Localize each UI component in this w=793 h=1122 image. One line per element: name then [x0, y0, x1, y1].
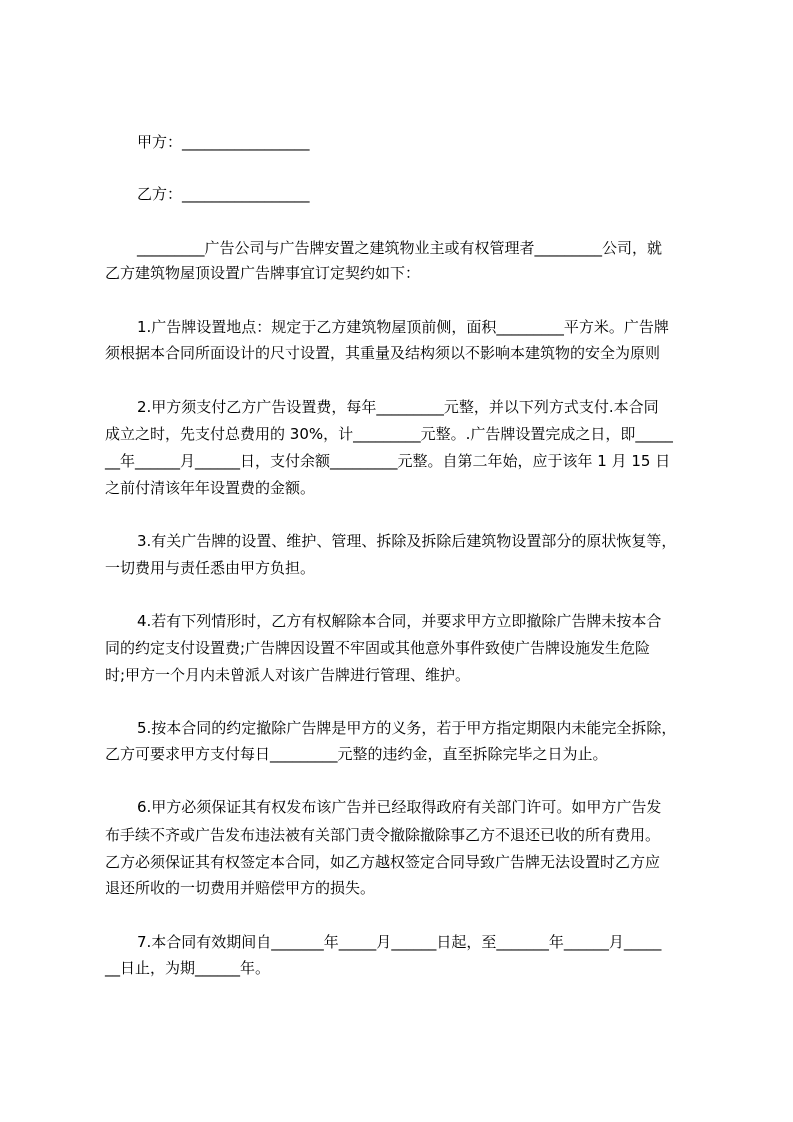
clause-4-line-1: 4.若有下列情形时，乙方有权解除本合同，并要求甲方立即撤除广告牌未按本合: [137, 612, 662, 630]
clause-4-line-3: 时;甲方一个月内未曾派人对该广告牌进行管理、维护。: [105, 666, 471, 684]
clause-2-line-2: 成立之时，先支付总费用的 30%，计_________元整。.广告牌设置完成之日，即_____: [105, 425, 673, 443]
party-a-line: 甲方：_________________: [137, 133, 310, 151]
clause-6-line-4: 退还所收的一切费用并赔偿甲方的损失。: [105, 879, 376, 897]
clause-7-line-1: 7.本合同有效期间自_______年_____月______日起，至_______年______月_____: [137, 933, 662, 951]
clause-6-line-1: 6.甲方必须保证其有权发布该广告并已经取得政府有关部门许可。如甲方广告发: [137, 798, 662, 816]
intro-line-2: 乙方建筑物屋顶设置广告牌事宜订定契约如下：: [105, 264, 421, 282]
clause-3-line-1: 3.有关广告牌的设置、维护、管理、拆除及拆除后建筑物设置部分的原状恢复等，: [137, 532, 677, 550]
intro-line-1: _________广告公司与广告牌安置之建筑物业主或有权管理者_________公司，就: [137, 239, 663, 257]
clause-7-line-2: __日止，为期______年。: [105, 959, 271, 977]
clause-2-line-3: __年______月______日，支付余额_________元整。自第二年始，应于该年 1 月 15 日: [105, 452, 671, 470]
clause-2-line-1: 2.甲方须支付乙方广告设置费，每年_________元整，并以下列方式支付.本合同: [137, 398, 659, 416]
party-b-line: 乙方：_________________: [137, 185, 310, 203]
clause-4-line-2: 同的约定支付设置费;广告牌因设置不牢固或其他意外事件致使广告牌设施发生危险: [105, 639, 651, 657]
clause-6-line-2: 布手续不齐或广告发布违法被有关部门责令撤除撤除事乙方不退还已收的所有费用。: [105, 826, 661, 844]
clause-3-line-2: 一切费用与责任悉由甲方负担。: [105, 559, 316, 577]
clause-1-line-2: 须根据本合同所面设计的尺寸设置，其重量及结构须以不影响本建筑物的安全为原则: [105, 344, 661, 362]
clause-5-line-1: 5.按本合同的约定撤除广告牌是甲方的义务，若于甲方指定期限内未能完全拆除，: [137, 719, 677, 737]
clause-2-line-4: 之前付清该年年设置费的金额。: [105, 479, 316, 497]
clause-5-line-2: 乙方可要求甲方支付每日_________元整的违约金，直至拆除完毕之日为止。: [105, 745, 608, 763]
clause-6-line-3: 乙方必须保证其有权签定本合同，如乙方越权签定合同导致广告牌无法设置时乙方应: [105, 853, 661, 871]
clause-1-line-1: 1.广告牌设置地点：规定于乙方建筑物屋顶前侧，面积_________平方米。广告牌: [137, 318, 669, 336]
